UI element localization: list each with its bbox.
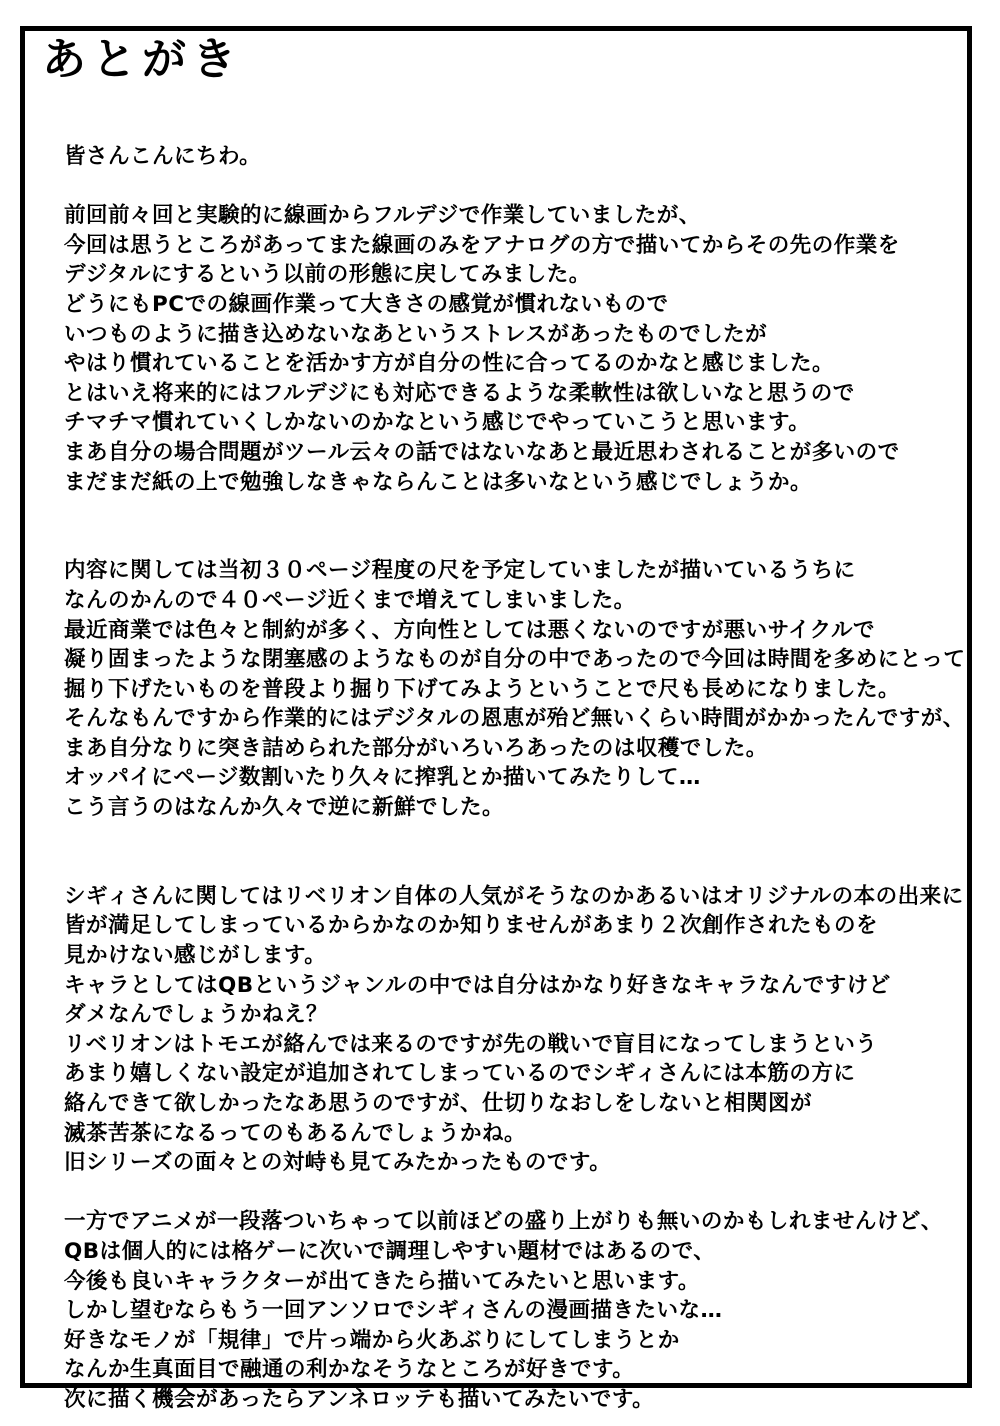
text-line: とはいえ将来的にはフルデジにも対応できるような柔軟性は欲しいなと思うので: [64, 380, 855, 406]
text-line: デジタルにするという以前の形態に戻してみました。: [64, 262, 591, 288]
paragraph-spacer: [64, 823, 934, 882]
text-line: 次に描く機会があったらアンネロッテも描いてみたいです。: [64, 1386, 655, 1412]
text-line: まあ自分なりに突き詰められた部分がいろいろあったのは収穫でした。: [64, 735, 768, 761]
text-line: QBは個人的には格ゲーに次いで調理しやすい題材ではあるので、: [64, 1238, 716, 1264]
text-line: なんか生真面目で融通の利かなそうなところが好きです。: [64, 1357, 635, 1383]
text-line: あまり嬉しくない設定が追加されてしまっているのでシギィさんには本筋の方に: [64, 1061, 856, 1087]
afterword-body: [64, 142, 966, 1415]
text-line: まあ自分の場合問題がツール云々の話ではないなあと最近思わされることが多いので: [64, 439, 900, 465]
text-line: チマチマ慣れていくしかないのかなという感じでやっていこうと思います。: [64, 410, 811, 436]
text-line: まだまだ紙の上で勉強しなきゃならんことは多いなという感じでしょうか。: [64, 469, 813, 495]
greeting-paragraph: [64, 142, 934, 172]
paragraph-spacer: [64, 497, 934, 556]
paragraph-spacer: [64, 172, 934, 202]
text-line: そんなもんですから作業的にはデジタルの恩恵が殆ど無いくらい時間がかかったんですが、: [64, 706, 965, 732]
text-line: 見かけない感じがします。: [64, 943, 327, 969]
text-line: こう言うのはなんか久々で逆に新鮮でした。: [64, 795, 505, 821]
text-line: 好きなモノが「規律」で片っ端から火あぶりにしてしまうとか: [64, 1327, 680, 1353]
text-line: やはり慣れていることを活かす方が自分の性に合ってるのかなと感じました。: [64, 351, 835, 377]
text-line: なんのかんので４０ページ近くまで増えてしまいました。: [64, 587, 636, 613]
text-line: しかし望むならもう一回アンソロでシギィさんの漫画描きたいな…: [64, 1298, 723, 1324]
text-line: 皆が満足してしまっているからかなのか知りませんがあまり２次創作されたものを: [64, 913, 879, 939]
text-line: 滅茶苦茶になるってのもあるんでしょうかね。: [64, 1120, 527, 1146]
text-line: ダメなんでしょうかねえ？: [64, 1002, 329, 1028]
text-line: リベリオンはトモエが絡んでは来るのですが先の戦いで盲目になってしまうという: [64, 1031, 878, 1057]
text-line: 前回前々回と実験的に線画からフルデジで作業していましたが、: [64, 203, 701, 229]
text-line: 今後も良いキャラクターが出てきたら描いてみたいと思います。: [64, 1268, 700, 1294]
text-line: キャラとしてはQBというジャンルの中では自分はかなり好きなキャラなんですけど: [64, 972, 891, 998]
text-line: 旧シリーズの面々との対峙も見てみたかったものです。: [64, 1150, 612, 1176]
text-line: 内容に関しては当初３０ページ程度の尺を予定していましたが描いているうちに: [64, 558, 856, 584]
paragraph-spacer: [64, 1178, 934, 1208]
paragraph-1: [64, 201, 934, 497]
page-title: あとがき: [42, 34, 242, 85]
paragraph-2: [64, 556, 966, 822]
text-line: オッパイにページ数割いたり久々に搾乳とか描いてみたりして…: [64, 765, 701, 791]
text-line: 一方でアニメが一段落ついちゃって以前ほどの盛り上がりも無いのかもしれませんけど、: [64, 1209, 943, 1235]
text-line: 皆さんこんにちわ。: [64, 144, 262, 169]
text-line: シギィさんに関してはリベリオン自体の人気がそうなのかあるいはオリジナルの本の出来に: [64, 883, 964, 909]
paragraph-3: [64, 882, 964, 1178]
text-line: 絡んできて欲しかったなあ思うのですが、仕切りなおしをしないと相関図が: [64, 1091, 813, 1116]
text-line: 掘り下げたいものを普段より掘り下げてみようということで尺も長めになりました。: [64, 676, 901, 702]
text-line: 今回は思うところがあってまた線画のみをアナログの方で描いてからその先の作業を: [64, 232, 900, 258]
text-line: どうにもPCでの線画作業って大きさの感覚が慣れないもので: [64, 291, 669, 317]
paragraph-4: [64, 1207, 943, 1414]
text-line: 最近商業では色々と制約が多く、方向性としては悪くないのですが悪いサイクルで: [64, 617, 875, 643]
text-line: いつものように描き込めないなあというストレスがあったものでしたが: [64, 321, 768, 347]
text-line: 凝り固まったような閉塞感のようなものが自分の中であったので今回は時間を多めにとって: [64, 647, 966, 673]
